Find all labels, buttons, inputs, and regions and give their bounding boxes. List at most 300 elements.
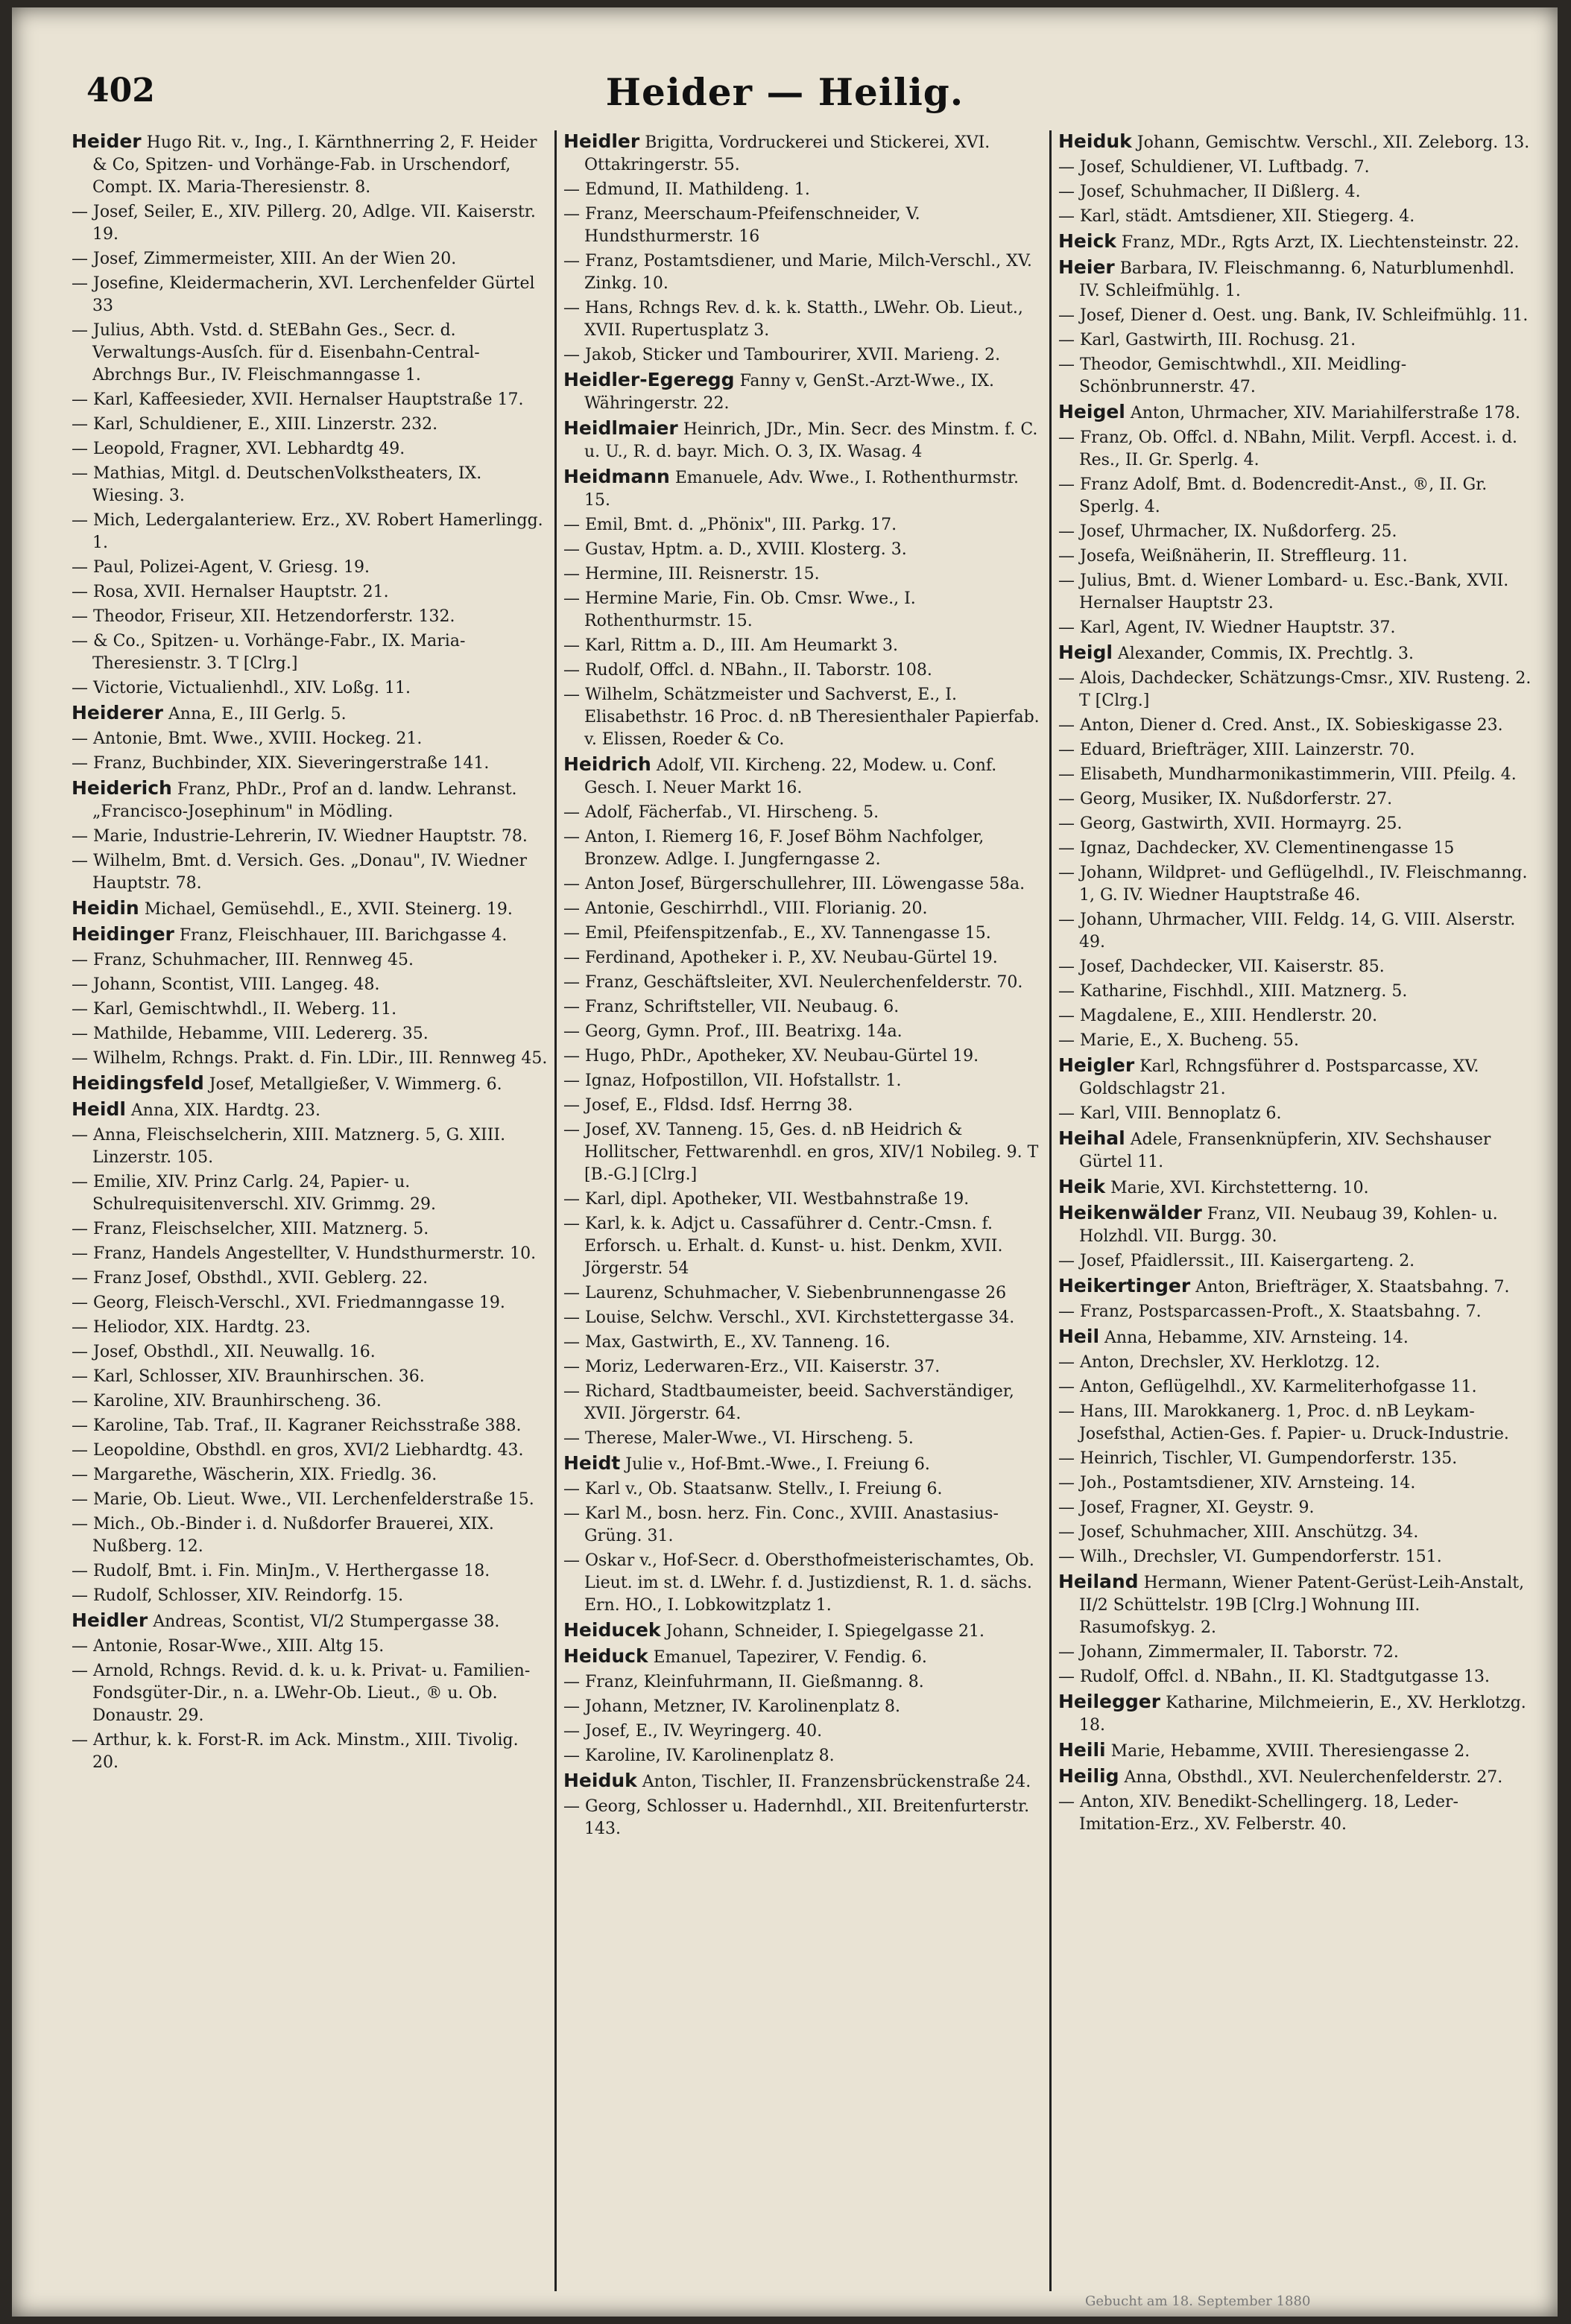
directory-entry: [72, 130, 549, 199]
entry-text: — Georg, Schlosser u. Hadernhdl., XII. Breitenfurterstr. 143.: [563, 1797, 1030, 1838]
directory-entry: [563, 898, 1040, 920]
directory-entry: [1058, 1275, 1535, 1299]
entry-text: — Franz, Handels Angestellter, V. Hundsthurmerstr. 10.: [72, 1244, 537, 1263]
entry-surname: Heider: [72, 130, 142, 152]
entry-text: — Johann, Scontist, VIII. Langeg. 48.: [72, 975, 380, 994]
directory-entry: [563, 130, 1040, 177]
entry-text: — Josef, Pfaidlerssit., III. Kaisergarteng. 2.: [1058, 1252, 1415, 1270]
directory-entry: [72, 581, 549, 604]
entry-text: — Franz, Ob. Offcl. d. NBahn, Milit. Verpfl. Accest. i. d. Res., II. Gr. Sperlg. 4.: [1058, 428, 1518, 469]
directory-entry: [563, 1282, 1040, 1305]
entry-surname: Heidl: [72, 1098, 126, 1120]
entry-text: — Therese, Maler-Wwe., VI. Hirscheng. 5.: [563, 1429, 914, 1448]
directory-entry: [1058, 427, 1535, 472]
entry-text: — & Co., Spitzen- u. Vorhänge-Fabr., IX. Maria-Theresienstr. 3. T [Clrg.]: [72, 632, 466, 673]
entry-text: — Elisabeth, Mundharmonikastimmerin, VIII. Pfeilg. 4.: [1058, 765, 1517, 784]
entry-text: — Karl, Schlosser, XIV. Braunhirschen. 36.: [72, 1367, 425, 1386]
entry-text: — Max, Gastwirth, E., XV. Tanneng. 16.: [563, 1333, 891, 1352]
directory-entry: [563, 539, 1040, 561]
directory-entry: [72, 248, 549, 270]
directory-entry: [563, 297, 1040, 342]
directory-entry: [563, 1645, 1040, 1669]
directory-entry: [1058, 130, 1535, 154]
entry-text: — Franz, Schuhmacher, III. Rennweg 45.: [72, 951, 414, 969]
directory-entry: [563, 1745, 1040, 1767]
directory-entry: [72, 1292, 549, 1314]
directory-entry: [563, 588, 1040, 633]
directory-entry: [563, 1070, 1040, 1092]
directory-entry: [563, 753, 1040, 800]
directory-entry: [72, 677, 549, 700]
directory-entry: [1058, 788, 1535, 811]
directory-entry: [563, 873, 1040, 896]
directory-entry: [1058, 862, 1535, 907]
directory-entry: [1058, 1202, 1535, 1248]
entry-text: — Adolf, Fächerfab., VI. Hirscheng. 5.: [563, 803, 879, 822]
entry-text: Hermann, Wiener Patent-Gerüst-Leih-Anstalt, II/2 Schüttelstr. 19B [Clrg.] Wohnung III. Rasumofskyg. 2.: [1079, 1574, 1525, 1637]
directory-entry: [72, 1317, 549, 1339]
entry-text: — Marie, Ob. Lieut. Wwe., VII. Lerchenfelderstraße 15.: [72, 1490, 534, 1509]
directory-entry: [72, 702, 549, 726]
entry-text: — Wilhelm, Schätzmeister und Sachverst, E., I. Elisabethstr. 16 Proc. d. nB Theresienthaler Papierfab. v. Elissen, Roeder & Co.: [563, 686, 1040, 749]
entry-text: — Hugo, PhDr., Apotheker, XV. Neubau-Gürtel 19.: [563, 1047, 979, 1066]
entry-text: Julie v., Hof-Bmt.-Wwe., I. Freiung 6.: [625, 1455, 930, 1474]
directory-entry: [1058, 570, 1535, 615]
directory-entry: [563, 1452, 1040, 1476]
entry-text: — Georg, Fleisch-Verschl., XVI. Friedmanngasse 19.: [72, 1294, 505, 1312]
directory-entry: [1058, 764, 1535, 786]
entry-text: Brigitta, Vordruckerei und Stickerei, XVI. Ottakringerstr. 55.: [584, 133, 990, 174]
entry-text: — Julius, Bmt. d. Wiener Lombard- u. Esc.-Bank, XVII. Hernalser Hauptstr 23.: [1058, 571, 1509, 612]
directory-entry: [563, 203, 1040, 248]
entry-surname: Heiderich: [72, 777, 172, 799]
entry-text: — Franz, Schriftsteller, VII. Neubaug. 6.: [563, 998, 900, 1016]
entry-text: Barbara, IV. Fleischmanng. 6, Naturblumenhdl. IV. Schleifmühlg. 1.: [1079, 259, 1515, 300]
entry-text: — Victorie, Victualienhdl., XIV. Loßg. 11.: [72, 679, 411, 697]
entry-text: — Georg, Gymn. Prof., III. Beatrixg. 14a.: [563, 1022, 903, 1041]
entry-text: — Mathias, Mitgl. d. DeutschenVolkstheaters, IX. Wiesing. 3.: [72, 464, 482, 505]
entry-text: — Rudolf, Offcl. d. NBahn., II. Taborstr. 108.: [563, 661, 932, 680]
entry-text: — Johann, Wildpret- und Geflügelhdl., IV. Fleischmanng. 1, G. IV. Wiedner Hauptstraße 46.: [1058, 864, 1528, 905]
directory-entry: [72, 826, 549, 848]
directory-entry: [563, 826, 1040, 871]
directory-entry: [563, 1478, 1040, 1501]
directory-entry: [72, 897, 549, 921]
entry-surname: Heiderer: [72, 702, 163, 724]
directory-entry: [1058, 1522, 1535, 1544]
entry-text: — Josef, Schuhmacher, XIII. Anschützg. 34.: [1058, 1523, 1419, 1542]
entry-text: — Karl, Kaffeesieder, XVII. Hernalser Hauptstraße 17.: [72, 390, 524, 409]
entry-text: — Anna, Fleischselcherin, XIII. Matznerg. 5, G. XIII. Linzerstr. 105.: [72, 1126, 506, 1167]
directory-entry: [72, 414, 549, 436]
directory-entry: [563, 659, 1040, 682]
directory-entry: [1058, 329, 1535, 352]
entry-surname: Heier: [1058, 256, 1115, 278]
entry-text: — Josef, Uhrmacher, IX. Nußdorferg. 25.: [1058, 522, 1397, 541]
entry-text: — Karoline, IV. Karolinenplatz 8.: [563, 1747, 835, 1765]
directory-entry: [1058, 545, 1535, 568]
entry-text: — Ignaz, Hofpostillon, VII. Hofstallstr. 1.: [563, 1071, 902, 1090]
directory-entry: [1058, 1691, 1535, 1737]
entry-text: — Josefa, Weißnäherin, II. Streffleurg. 11.: [1058, 547, 1408, 566]
entry-text: — Laurenz, Schuhmacher, V. Siebenbrunnengasse 26: [563, 1284, 1007, 1302]
directory-entry: [72, 389, 549, 411]
directory-entry: [1058, 230, 1535, 254]
directory-entry: [1058, 305, 1535, 327]
directory-entry: [563, 1021, 1040, 1043]
directory-entry: [1058, 1546, 1535, 1568]
entry-surname: Heidler: [563, 130, 640, 152]
directory-entry: [72, 1023, 549, 1045]
entry-text: — Wilhelm, Rchngs. Prakt. d. Fin. LDir., III. Rennweg 45.: [72, 1049, 548, 1068]
entry-text: Anton, Uhrmacher, XIV. Mariahilferstraße 178.: [1130, 404, 1521, 422]
directory-entry: [563, 1381, 1040, 1425]
directory-entry: [1058, 1472, 1535, 1495]
entry-text: — Karl v., Ob. Staatsanw. Stellv., I. Freiung 6.: [563, 1480, 943, 1498]
directory-entry: [563, 1095, 1040, 1117]
entry-text: — Joh., Postamtsdiener, XIV. Arnsteing. 14.: [1058, 1474, 1416, 1492]
directory-entry: [563, 1796, 1040, 1840]
directory-entry: [1058, 1376, 1535, 1399]
entry-text: Fanny v, GenSt.-Arzt-Wwe., IX. Währingerstr. 22.: [584, 372, 994, 413]
directory-entry: [72, 949, 549, 972]
directory-entry: [1058, 1497, 1535, 1519]
directory-entry: [72, 438, 549, 460]
entry-text: Franz, VII. Neubaug 39, Kohlen- u. Holzhdl. VII. Burgg. 30.: [1079, 1205, 1498, 1246]
directory-entry: [72, 1124, 549, 1169]
entry-text: — Josef, Diener d. Oest. ung. Bank, IV. Schleifmühlg. 11.: [1058, 306, 1529, 325]
directory-entry: [1058, 981, 1535, 1003]
footer-note: Gebucht am 18. September 1880: [1085, 2293, 1311, 2309]
entry-text: — Karoline, XIV. Braunhirscheng. 36.: [72, 1392, 382, 1410]
entry-text: — Karl, städt. Amtsdiener, XII. Stiegerg. 4.: [1058, 207, 1415, 226]
directory-entry: [72, 1390, 549, 1413]
directory-entry: [563, 1720, 1040, 1743]
entry-text: — Georg, Musiker, IX. Nußdorferstr. 27.: [1058, 790, 1393, 808]
entry-text: — Georg, Gastwirth, XVII. Hormayrg. 25.: [1058, 814, 1403, 833]
directory-entry: [1058, 1103, 1535, 1125]
entry-text: Anton, Tischler, II. Franzensbrückenstraße 24.: [642, 1773, 1031, 1791]
entry-text: Josef, Metallgießer, V. Wimmerg. 6.: [209, 1075, 502, 1094]
entry-text: — Gustav, Hptm. a. D., XVIII. Klosterg. 3.: [563, 540, 907, 559]
entry-text: — Ferdinand, Apotheker i. P., XV. Neubau-Gürtel 19.: [563, 949, 998, 967]
entry-text: Franz, MDr., Rgts Arzt, IX. Liechtensteinstr. 22.: [1121, 233, 1520, 252]
directory-entry: [72, 1513, 549, 1558]
entry-text: — Arthur, k. k. Forst-R. im Ack. Minstm., XIII. Tivolig. 20.: [72, 1731, 519, 1772]
entry-surname: Heidt: [563, 1452, 621, 1474]
directory-entry: [563, 1119, 1040, 1186]
directory-entry: [563, 1356, 1040, 1378]
entry-surname: Heidlmaier: [563, 417, 678, 439]
directory-entry: [1058, 474, 1535, 519]
entry-text: — Josef, Obsthdl., XII. Neuwallg. 16.: [72, 1343, 376, 1361]
entry-text: Anton, Briefträger, X. Staatsbahng. 7.: [1195, 1278, 1510, 1296]
entry-text: — Leopoldine, Obsthdl. en gros, XVI/2 Liebhardtg. 43.: [72, 1441, 524, 1460]
directory-entry: [563, 972, 1040, 994]
directory-entry: [72, 1415, 549, 1437]
entry-text: Heinrich, JDr., Min. Secr. des Minstm. f. C. u. U., R. d. bayr. Mich. O. 3, IX. Wasag. 4: [584, 420, 1038, 461]
directory-entry: [563, 1550, 1040, 1617]
entry-text: — Karl, Schuldiener, E., XIII. Linzerstr. 232.: [72, 415, 438, 434]
entry-text: — Mathilde, Hebamme, VIII. Ledererg. 35.: [72, 1025, 429, 1043]
entry-text: — Mich., Ob.-Binder i. d. Nußdorfer Brauerei, XIX. Nußberg. 12.: [72, 1515, 494, 1556]
directory-entry: [72, 998, 549, 1021]
entry-text: — Wilhelm, Bmt. d. Versich. Ges. „Donau", IV. Wiedner Hauptstr. 78.: [72, 852, 527, 893]
directory-entry: [1058, 739, 1535, 762]
entry-text: — Mich, Ledergalanteriew. Erz., XV. Robert Hamerlingg. 1.: [72, 511, 543, 552]
entry-text: — Karl, VIII. Bennoplatz 6.: [1058, 1104, 1282, 1123]
entry-surname: Heiduck: [563, 1645, 648, 1667]
directory-entry: [563, 1045, 1040, 1068]
column-rule: [1049, 130, 1052, 2291]
directory-entry: [1058, 181, 1535, 203]
directory-entry: [72, 1267, 549, 1290]
entry-text: — Anton, Diener d. Cred. Anst., IX. Sobieskigasse 23.: [1058, 716, 1503, 735]
entry-text: Emanuele, Adv. Wwe., I. Rothenthurmstr. 15.: [584, 469, 1019, 510]
directory-entry: [72, 1489, 549, 1511]
entry-text: — Josef, E., IV. Weyringerg. 40.: [563, 1722, 823, 1741]
directory-entry: [563, 1696, 1040, 1718]
directory-entry: [72, 1464, 549, 1486]
directory-entry: [1058, 256, 1535, 303]
directory-entry: [563, 1428, 1040, 1450]
entry-text: — Emil, Bmt. d. „Phönix", III. Parkg. 17.: [563, 516, 897, 534]
directory-entry: [1058, 1739, 1535, 1763]
directory-entry: [1058, 1301, 1535, 1323]
directory-entry: [72, 850, 549, 895]
directory-entry: [1058, 956, 1535, 978]
entry-text: — Theodor, Friseur, XII. Hetzendorferstr. 132.: [72, 607, 455, 626]
entry-text: — Franz Josef, Obsthdl., XVII. Geblerg. 22.: [72, 1269, 429, 1288]
entry-text: — Josef, Seiler, E., XIV. Pillerg. 20, Adlge. VII. Kaiserstr. 19.: [72, 203, 536, 244]
directory-entry: [72, 1560, 549, 1583]
directory-entry: [1058, 521, 1535, 543]
column-1: [72, 130, 549, 2269]
entry-text: Alexander, Commis, IX. Prechtlg. 3.: [1117, 645, 1414, 663]
entry-text: — Anton, XIV. Benedikt-Schellingerg. 18, Leder-Imitation-Erz., XV. Felberstr. 40.: [1058, 1793, 1458, 1834]
entry-surname: Heidler-Egeregg: [563, 369, 735, 390]
directory-entry: [72, 1729, 549, 1774]
directory-entry: [563, 1307, 1040, 1329]
entry-text: Marie, XVI. Kirchstetterng. 10.: [1110, 1179, 1369, 1197]
directory-entry: [72, 1366, 549, 1388]
directory-entry: [72, 1660, 549, 1727]
entry-text: — Edmund, II. Mathildeng. 1.: [563, 180, 810, 199]
directory-entry: [563, 417, 1040, 463]
entry-text: — Leopold, Fragner, XVI. Lebhardtg 49.: [72, 440, 405, 458]
entry-text: — Anton, I. Riemerg 16, F. Josef Böhm Nachfolger, Bronzew. Adlge. I. Jungferngasse 2.: [563, 828, 984, 869]
directory-entry: [1058, 668, 1535, 712]
directory-entry: [563, 947, 1040, 969]
entry-text: — Antonie, Bmt. Wwe., XVIII. Hockeg. 21.: [72, 729, 423, 748]
entry-text: — Katharine, Fischhdl., XIII. Matznerg. 5.: [1058, 982, 1408, 1001]
directory-entry: [563, 1671, 1040, 1694]
directory-entry: [563, 684, 1040, 751]
entry-surname: Heili: [1058, 1739, 1106, 1761]
entry-text: — Karl, k. k. Adjct u. Cassaführer d. Centr.-Cmsn. f. Erforsch. u. Erhalt. d. Kunst- u. hist. Denkm, XVII. Jörgerstr. 54: [563, 1215, 1003, 1278]
directory-entry: [72, 273, 549, 317]
column-3: [1058, 130, 1535, 2269]
entry-text: — Hermine, III. Reisnerstr. 15.: [563, 565, 820, 583]
entry-text: Adolf, VII. Kircheng. 22, Modew. u. Conf. Gesch. I. Neuer Markt 16.: [584, 756, 997, 797]
directory-entry: [72, 1440, 549, 1462]
entry-text: Michael, Gemüsehdl., E., XVII. Steinerg. 19.: [144, 900, 513, 919]
entry-text: — Franz, Buchbinder, XIX. Sieveringerstraße 141.: [72, 754, 490, 773]
directory-entry: [72, 463, 549, 507]
column-2: [563, 130, 1040, 2269]
entry-text: — Franz, Fleischselcher, XIII. Matznerg. 5.: [72, 1220, 429, 1238]
directory-entry: [1058, 715, 1535, 737]
directory-entry: [72, 1072, 549, 1096]
directory-entry: [1058, 1765, 1535, 1789]
entry-text: — Josef, XV. Tanneng. 15, Ges. d. nB Heidrich & Hollitscher, Fettwarenhdl. en gros, XIV/1 Nobileg. 9. T [B.-G.] [Clrg.]: [563, 1121, 1039, 1184]
entry-text: — Karl, Gemischtwhdl., II. Weberg. 11.: [72, 1000, 397, 1019]
directory-entry: [563, 1770, 1040, 1793]
directory-entry: [1058, 1030, 1535, 1052]
directory-entry: [563, 996, 1040, 1019]
entry-text: — Heliodor, XIX. Hardtg. 23.: [72, 1318, 311, 1337]
entry-surname: Heidingsfeld: [72, 1072, 204, 1094]
entry-text: — Emil, Pfeifenspitzenfab., E., XV. Tannengasse 15.: [563, 924, 991, 943]
entry-text: — Wilh., Drechsler, VI. Gumpendorferstr. 151.: [1058, 1548, 1442, 1566]
entry-text: — Anton Josef, Bürgerschullehrer, III. Löwengasse 58a.: [563, 875, 1025, 893]
entry-text: — Johann, Metzner, IV. Karolinenplatz 8.: [563, 1697, 901, 1716]
entry-text: — Louise, Selchw. Verschl., XVI. Kirchstettergasse 34.: [563, 1308, 1015, 1327]
entry-text: Franz, Fleischhauer, III. Barichgasse 4.: [179, 926, 508, 945]
entry-text: — Arnold, Rchngs. Revid. d. k. u. k. Privat- u. Familien-Fondsgüter-Dir., n. a. LWehr-Ob. Lieut., ® u. Ob. Donaustr. 29.: [72, 1662, 531, 1725]
directory-entry: [563, 1213, 1040, 1280]
entry-text: — Marie, Industrie-Lehrerin, IV. Wiedner Hauptstr. 78.: [72, 827, 528, 846]
entry-text: — Franz, Postamtsdiener, und Marie, Milch-Verschl., XV. Zinkg. 10.: [563, 252, 1032, 293]
directory-entry: [1058, 1571, 1535, 1639]
entry-text: — Johann, Uhrmacher, VIII. Feldg. 14, G. VIII. Alserstr. 49.: [1058, 911, 1516, 952]
directory-entry: [1058, 1401, 1535, 1446]
directory-entry: [72, 1098, 549, 1122]
directory-entry: [563, 1503, 1040, 1548]
entry-text: — Karoline, Tab. Traf., II. Kagraner Reichsstraße 388.: [72, 1416, 522, 1435]
directory-entry: [1058, 909, 1535, 954]
entry-text: Anna, Hebamme, XIV. Arnsteing. 14.: [1104, 1329, 1409, 1347]
entry-text: Anna, E., III Gerlg. 5.: [168, 705, 347, 724]
entry-text: Katharine, Milchmeierin, E., XV. Herklotzg. 18.: [1079, 1694, 1526, 1735]
entry-text: Anna, Obsthdl., XVI. Neulerchenfelderstr. 27.: [1124, 1768, 1503, 1787]
directory-entry: [1058, 1054, 1535, 1101]
entry-text: — Franz, Postsparcassen-Proft., X. Staatsbahng. 7.: [1058, 1302, 1482, 1321]
directory-entry: [1058, 1005, 1535, 1028]
directory-entry: [1058, 1791, 1535, 1836]
directory-entry: [1058, 1326, 1535, 1349]
entry-surname: Heidmann: [563, 466, 670, 487]
directory-entry: [72, 1218, 549, 1241]
directory-page: [12, 7, 1558, 2317]
directory-entry: [72, 510, 549, 554]
entry-surname: Heik: [1058, 1176, 1106, 1197]
directory-entry: [1058, 642, 1535, 665]
directory-entry: [563, 922, 1040, 945]
entry-text: Johann, Schneider, I. Spiegelgasse 21.: [666, 1622, 984, 1641]
entry-surname: Heihal: [1058, 1127, 1125, 1149]
entry-text: — Karl, Agent, IV. Wiedner Hauptstr. 37.: [1058, 618, 1396, 637]
directory-entry: [72, 777, 549, 823]
entry-text: — Richard, Stadtbaumeister, beeid. Sachverständiger, XVII. Jörgerstr. 64.: [563, 1382, 1014, 1423]
entry-text: — Franz, Geschäftsleiter, XVI. Neulerchenfelderstr. 70.: [563, 973, 1023, 992]
entry-text: — Franz Adolf, Bmt. d. Bodencredit-Anst., ®, II. Gr. Sperlg. 4.: [1058, 475, 1488, 516]
entry-surname: Heigler: [1058, 1054, 1135, 1076]
directory-entry: [1058, 206, 1535, 228]
entry-text: — Rosa, XVII. Hernalser Hauptstr. 21.: [72, 583, 389, 601]
entry-text: Andreas, Scontist, VI/2 Stumpergasse 38.: [153, 1612, 500, 1631]
directory-entry: [72, 1243, 549, 1265]
directory-entry: [1058, 1666, 1535, 1688]
entry-text: — Franz, Kleinfuhrmann, II. Gießmanng. 8.: [563, 1673, 924, 1691]
directory-entry: [563, 514, 1040, 536]
directory-entry: [72, 1609, 549, 1633]
entry-surname: Heikenwälder: [1058, 1202, 1202, 1223]
entry-text: — Josef, Schuldiener, VI. Luftbadg. 7.: [1058, 158, 1370, 177]
entry-text: — Josefine, Kleidermacherin, XVI. Lerchenfelder Gürtel 33: [72, 274, 535, 315]
directory-entry: [72, 728, 549, 750]
directory-entry: [563, 369, 1040, 415]
entry-surname: Heiduk: [563, 1770, 637, 1791]
directory-entry: [72, 1048, 549, 1070]
entry-surname: Heidrich: [563, 753, 651, 775]
entry-text: — Josef, Zimmermeister, XIII. An der Wien 20.: [72, 250, 457, 268]
directory-entry: [72, 974, 549, 996]
directory-entry: [72, 753, 549, 775]
entry-surname: Heil: [1058, 1326, 1100, 1347]
entry-text: — Alois, Dachdecker, Schätzungs-Cmsr., XIV. Rusteng. 2. T [Clrg.]: [1058, 669, 1532, 710]
entry-text: — Josef, Dachdecker, VII. Kaiserstr. 85.: [1058, 957, 1385, 976]
entry-text: Emanuel, Tapezirer, V. Fendig. 6.: [653, 1648, 927, 1667]
entry-text: — Hans, III. Marokkanerg. 1, Proc. d. nB Leykam-Josefsthal, Actien-Ges. f. Papier- u. Druck-Industrie.: [1058, 1402, 1509, 1443]
directory-entry: [72, 557, 549, 579]
entry-surname: Heidler: [72, 1609, 148, 1631]
directory-entry: [72, 606, 549, 628]
entry-text: Karl, Rchngsführer d. Postsparcasse, XV. Goldschlagstr 21.: [1079, 1057, 1479, 1098]
entry-text: — Rudolf, Schlosser, XIV. Reindorfg. 15.: [72, 1586, 404, 1605]
entry-text: Anna, XIX. Hardtg. 23.: [130, 1101, 321, 1120]
entry-text: — Oskar v., Hof-Secr. d. Obersthofmeisterischamtes, Ob. Lieut. im st. d. LWehr. f. d. Justizdienst, R. 1. d. sächs. Ern. HO., I. Lobkowitzplatz 1.: [563, 1551, 1034, 1615]
entry-text: — Rudolf, Bmt. i. Fin. MinJm., V. Herthergasse 18.: [72, 1562, 490, 1580]
entry-text: — Jakob, Sticker und Tambourirer, XVII. Marieng. 2.: [563, 346, 1001, 364]
entry-surname: Heick: [1058, 230, 1116, 252]
directory-entry: [563, 344, 1040, 367]
entry-text: — Rudolf, Offcl. d. NBahn., II. Kl. Stadtgutgasse 13.: [1058, 1668, 1491, 1686]
entry-text: — Hermine Marie, Fin. Ob. Cmsr. Wwe., I. Rothenthurmstr. 15.: [563, 589, 916, 630]
entry-text: — Karl M., bosn. herz. Fin. Conc., XVIII. Anastasius-Grüng. 31.: [563, 1504, 999, 1545]
running-head: Heider — Heilig.: [605, 70, 964, 114]
directory-entry: [563, 250, 1040, 295]
directory-entry: [1058, 1127, 1535, 1174]
entry-text: — Anton, Geflügelhdl., XV. Karmeliterhofgasse 11.: [1058, 1378, 1477, 1396]
directory-entry: [1058, 354, 1535, 399]
entry-text: — Eduard, Briefträger, XIII. Lainzerstr. 70.: [1058, 741, 1415, 759]
directory-entry: [1058, 401, 1535, 425]
entry-text: — Josef, Schuhmacher, II Dißlerg. 4.: [1058, 183, 1361, 201]
directory-entry: [72, 1636, 549, 1658]
entry-text: — Josef, E., Fldsd. Idsf. Herrng 38.: [563, 1096, 853, 1115]
entry-text: — Karl, Rittm a. D., III. Am Heumarkt 3.: [563, 636, 898, 655]
entry-text: Franz, PhDr., Prof an d. landw. Lehranst. „Francisco-Josephinum" in Mödling.: [92, 780, 517, 821]
entry-text: — Emilie, XIV. Prinz Carlg. 24, Papier- u. Schulrequisitenverschl. XIV. Grimmg. 29.: [72, 1173, 437, 1214]
entry-text: — Johann, Zimmermaler, II. Taborstr. 72.: [1058, 1643, 1399, 1662]
entry-surname: Heiducek: [563, 1619, 661, 1641]
directory-entry: [1058, 617, 1535, 639]
entry-surname: Heilig: [1058, 1765, 1119, 1787]
entry-text: — Anton, Drechsler, XV. Herklotzg. 12.: [1058, 1353, 1380, 1372]
entry-text: — Karl, dipl. Apotheker, VII. Westbahnstraße 19.: [563, 1190, 970, 1209]
entry-surname: Heikertinger: [1058, 1275, 1191, 1296]
